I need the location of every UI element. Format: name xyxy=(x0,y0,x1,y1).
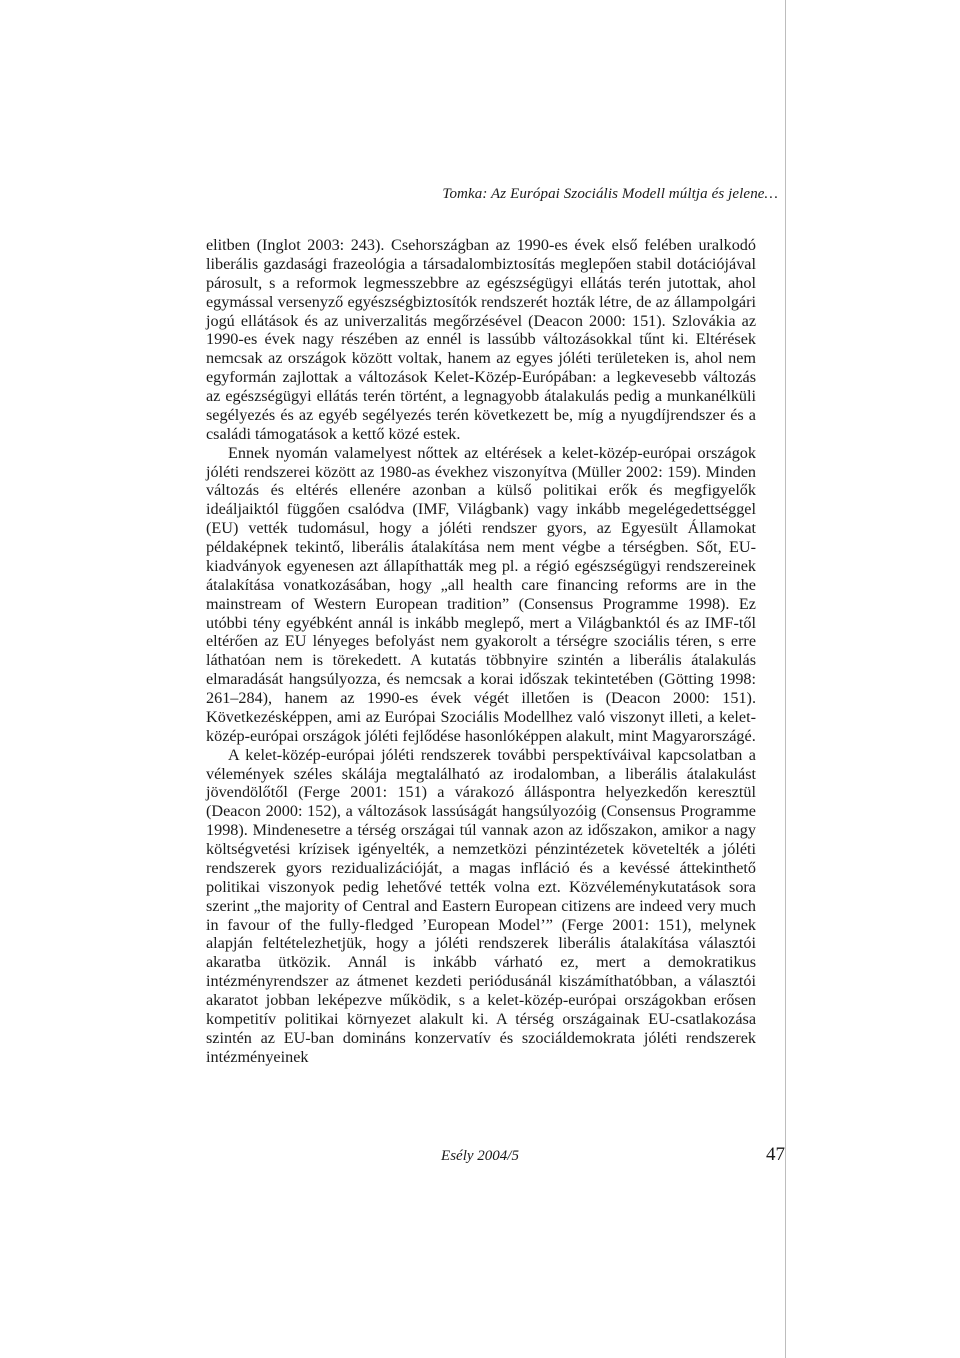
margin-rule xyxy=(785,0,786,1358)
body-text xyxy=(206,236,756,1067)
footer-journal: Esély 2004/5 xyxy=(441,1148,519,1164)
running-head: Tomka: Az Európai Szociális Modell múltja és jelene… xyxy=(442,186,778,202)
paragraph: A kelet-közép-európai jóléti rendszerek további perspektíváival kapcsolatban a vélemények széles skálája megtalálható az irodalomban, a liberális átalakulást jövendölőtől (Ferge 2001: 151) a várakozó álláspontra helyezkedőn keresztül (Deacon 2000: 152), a változások lassúságát hangsúlyozóig (Consensus Programme 1998). Mindenesetre a térség országai túl vannak azon az időszakon, amikor a nagy költségvetési krízisek igényelték, a nemzetközi pénzintézetek követelték a jóléti rendszerek gyors rezidualizációját, a magas infláció és a kevéssé áttekinthető politikai viszonyok pedig lehetővé tették volna ezt. Közvéleménykutatások sora szerint „the majority of Central and Eastern European citizens are indeed very much in favour of the fully-fledged ’European Model’” (Ferge 2001: 151), melynek alapján feltételezhetjük, hogy a jóléti rendszerek liberális átalakítása választói akaratba ütközik. Annál is inkább várható ez, mert a demokratikus intézményrendszer az átmenet kezdeti periódusánál kiszámíthatóbban, a választói akaratot jobban leképezve működik, s a kelet-közép-európai országokban erősen kompetitív politikai környezet alakult ki. A térség országainak EU-csatlakozása szintén az EU-ban domináns konzervatív és szociáldemokrata jóléti rendszerek intézményeinek xyxy=(206,745,756,1066)
page-number: 47 xyxy=(766,1144,785,1165)
paragraph: Ennek nyomán valamelyest nőttek az eltérések a kelet-közép-európai országok jóléti rendszerei között az 1980-as évekhez viszonyítva (Müller 2002: 159). Minden változás és eltérés ellenére azonban a külső politikai erők és megfigyelők ideáljaiktól függően csalódva (IMF, Világbank) vagy inkább megelégedettséggel (EU) vették tudomásul, hogy a jóléti rendszer gyors, az Egyesült Államokat példaképnek tekintő, liberális átalakítása nem ment végbe a térségben. Sőt, EU-kiadványok egyenesen azt állapíthatták meg pl. a régió egészségügyi rendszereinek átalakítása vonatkozásában, hogy „all health care financing reforms are in the mainstream of Western European tradition” (Consensus Programme 1998). Ez utóbbi tény egyébként annál is inkább meglepő, mert a Világbanktól és az IMF-től eltérően az EU lényeges befolyást nem gyakorolt a térségre szociális téren, s erre láthatóan nem is törekedett. A kutatás többnyire szintén a liberális átalakulás elmaradását hangsúlyozza, és nemcsak a korai időszak tekintetében (Götting 1998: 261–284), hanem az 1990-es évek végét illetően is (Deacon 2000: 151). Következésképpen, ami az Európai Szociális Modellhez való viszonyt illeti, a kelet-közép-európai országok jóléti fejlődése hasonlóképpen alakult, mint Magyarországé. xyxy=(206,443,756,745)
paragraph: elitben (Inglot 2003: 243). Csehországban az 1990-es évek első felében uralkodó liberális gazdasági frazeológia a társadalombiztosítás meglepően stabil dotációjával párosult, s a reformok legmesszebbre az egészségügyi ellátás terén jutottak, ahol egymással versenyző egyészségbiztosítók rendszerét hozták létre, de az állampolgári jogú ellátások és az univerzalitás megőrzésével (Deacon 2000: 151). Szlovákia az 1990-es évek nagy részében az ennél is lassúbb változásokkal tűnt ki. Eltérések nemcsak az országok között voltak, hanem az egyes jóléti területeken is, ahol nem egyformán zajlottak a változások Kelet-Közép-Európában: a legkevesebb változás az egészségügyi ellátás terén történt, a legnagyobb átalakulás pedig a munkanélküli segélyezés és az egyéb segélyezés terén következett be, míg a nyugdíjrendszer és a családi támogatások a kettő közé estek. xyxy=(206,236,756,443)
